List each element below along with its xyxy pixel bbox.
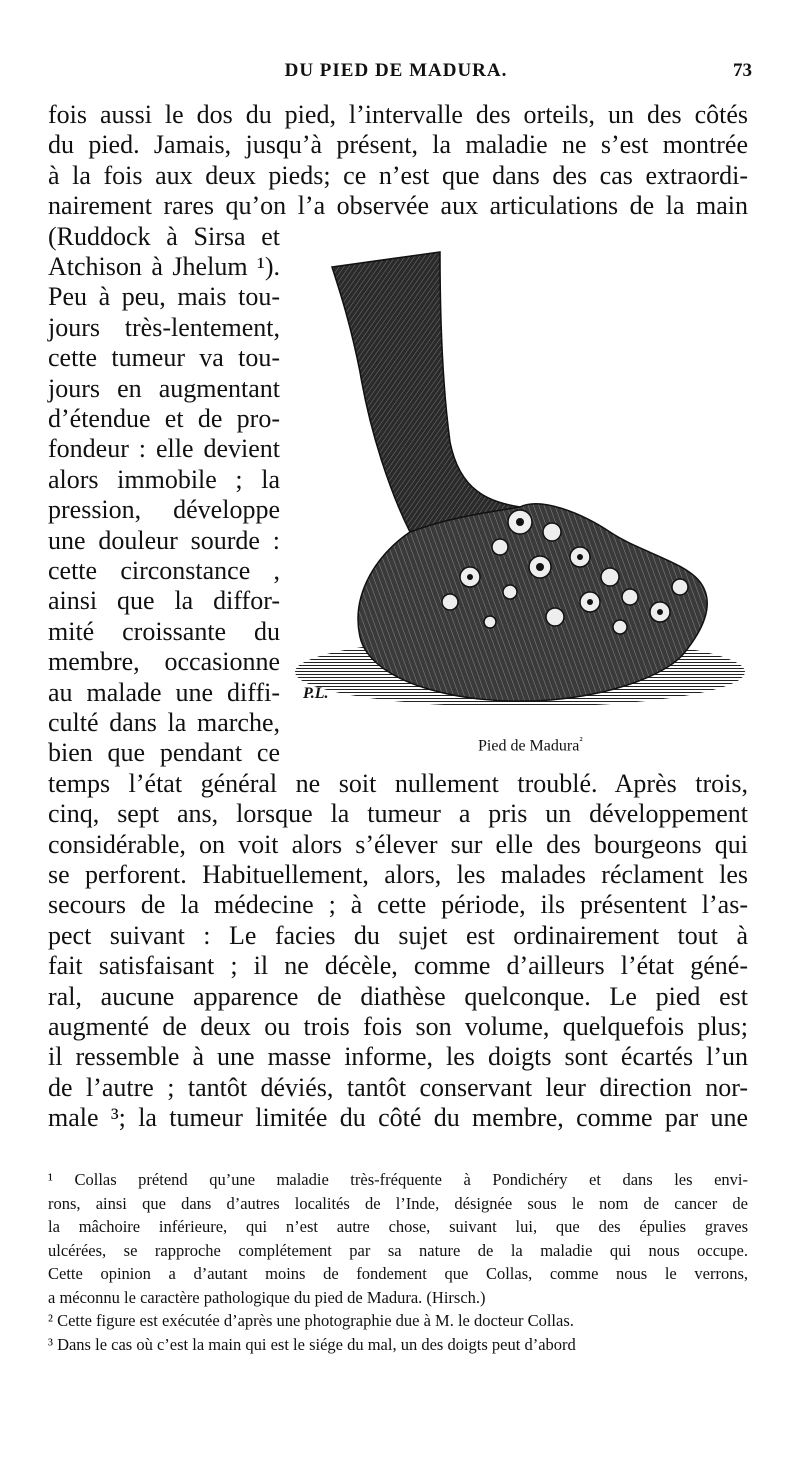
body-line: fondeur : elle devient [48, 434, 280, 464]
body-line: Atchison à Jhelum ¹). [48, 252, 280, 281]
footnote-line: ulcérées, se rapproche complétement par sa nature de la maladie qui nous occupe. [48, 1240, 748, 1260]
body-line: pression, développe [48, 495, 280, 525]
body-line: fait satisfaisant ; il ne décèle, comme d’ailleurs l’état géné- [48, 951, 748, 981]
madura-foot-illustration [290, 232, 750, 755]
page-header [40, 60, 752, 90]
body-line: nairement rares qu’on l’a observée aux articulations de la main [48, 191, 748, 221]
body-line: il ressemble à une masse informe, les doigts sont écartés l’un [48, 1042, 748, 1072]
footnote-line: ² Cette figure est exécutée d’après une photographie due à M. le docteur Collas. [48, 1311, 574, 1330]
body-line: cette circonstance , [48, 556, 280, 585]
body-line: au malade une diffi- [48, 677, 280, 707]
body-line: cinq, sept ans, lorsque la tumeur a pris un développement [48, 799, 748, 829]
body-line: jours en augmentant [48, 373, 280, 403]
footnote-line: Cette opinion a d’autant moins de fondement que Collas, comme nous le verrons, [48, 1264, 748, 1283]
body-line: male ³; la tumeur limitée du côté du membre, comme par une [48, 1103, 748, 1133]
page-number: 73 [733, 60, 752, 81]
footnote-line: rons, ainsi que dans d’autres localités de l’Inde, désignée sous le nom de cancer de [48, 1193, 748, 1213]
footnote-line: la mâchoire inférieure, qui n’est autre chose, suivant lui, que des épulies graves [48, 1217, 748, 1236]
footnote-line: ¹ Collas prétend qu’une maladie très-fréquente à Pondichéry et dans les envi- [48, 1170, 748, 1189]
footnote-line: ³ Dans le cas où c’est la main qui est le siége du mal, un des doigts peut d’abord [48, 1334, 576, 1354]
body-line: considérable, on voit alors s’élever sur elle des bourgeons qui [48, 829, 748, 859]
body-line: se perforent. Habituellement, alors, les malades réclament les [48, 860, 748, 889]
body-line: ainsi que la diffor- [48, 586, 280, 616]
engraver-mark: P.L. [303, 685, 329, 702]
body-line: à la fois aux deux pieds; ce n’est que dans des cas extraordi- [48, 160, 748, 190]
body-line: membre, occasionne [48, 647, 280, 677]
body-line: ral, aucune apparence de diathèse quelconque. Le pied est [48, 981, 748, 1011]
body-line: du pied. Jamais, jusqu’à présent, la maladie ne s’est montrée [48, 130, 748, 160]
body-line: cette tumeur va tou- [48, 343, 280, 373]
body-line: pect suivant : Le facies du sujet est ordinairement tout à [48, 920, 748, 950]
body-line: secours de la médecine ; à cette période, ils présentent l’as- [48, 890, 748, 920]
body-line: culté dans la marche, [48, 708, 280, 737]
body-line: mité croissante du [48, 616, 280, 646]
body-line: d’étendue et de pro- [48, 404, 280, 433]
body-line: augmenté de deux ou trois fois son volume, quelquefois plus; [48, 1012, 748, 1041]
body-line: (Ruddock à Sirsa et [48, 221, 280, 251]
body-line: alors immobile ; la [48, 464, 280, 494]
body-line: jours très-lentement, [48, 312, 280, 342]
body-line: fois aussi le dos du pied, l’intervalle des orteils, un des côtés [48, 100, 748, 129]
body-line: temps l’état général ne soit nullement troublé. Après trois, [48, 768, 748, 798]
footnote-line: a méconnu le caractère pathologique du pied de Madura. (Hirsch.) [48, 1287, 486, 1307]
figure-caption [478, 735, 583, 755]
body-line: bien que pendant ce [48, 738, 280, 768]
running-title: DU PIED DE MADURA. [284, 60, 508, 81]
figure-caption-text: Pied de Madura [478, 737, 580, 755]
body-line: une douleur sourde : [48, 525, 280, 555]
body-line: de l’autre ; tantôt déviés, tantôt conservant leur direction nor- [48, 1072, 748, 1102]
body-line: Peu à peu, mais tou- [48, 282, 280, 312]
figure-caption-note: ² [579, 735, 583, 747]
